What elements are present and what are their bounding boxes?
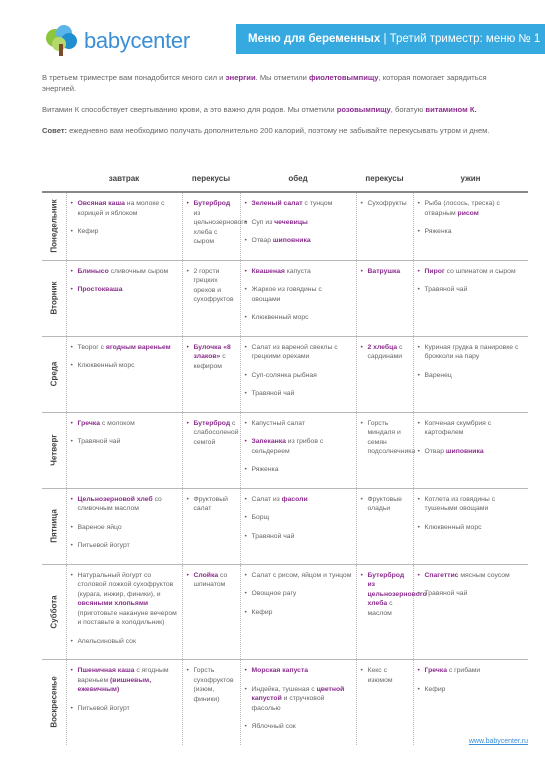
food-text: Питьевой йогурт	[77, 704, 130, 712]
food-text: мясным соусом	[458, 571, 510, 579]
meal-list	[71, 495, 178, 551]
food-text: Питьевой йогурт	[77, 542, 130, 549]
meal-list	[418, 571, 525, 599]
meal-cell-snack-afternoon	[356, 660, 413, 745]
highlighted-food: Гречка	[424, 667, 447, 674]
food-text: и стручковой фасолью	[251, 695, 325, 712]
meal-item	[245, 589, 352, 599]
food-text: Фруктовый салат	[193, 495, 228, 512]
meal-list	[418, 666, 525, 694]
food-text: Котлета из говядины с тушеными овощами	[424, 495, 496, 512]
food-text: Сухофрукты	[367, 200, 407, 207]
meal-item	[418, 267, 525, 277]
highlighted-food: Бутерброд из цельнозернового хлеба	[367, 571, 427, 607]
food-text: со шпинатом	[193, 571, 228, 588]
intro-highlight: фиолетовымпищу	[308, 73, 379, 82]
table-row	[42, 412, 528, 488]
meal-item	[71, 666, 178, 695]
meal-cell-lunch	[240, 192, 356, 260]
meal-item	[418, 419, 525, 438]
meal-item	[245, 419, 352, 429]
food-text: Фруктовые оладьи	[367, 495, 402, 512]
food-text: с грибами	[447, 667, 481, 674]
meal-item	[245, 532, 352, 542]
food-text: Травяной чай	[424, 590, 468, 597]
highlighted-food: шиповника	[445, 447, 484, 455]
highlighted-food: Простокваша	[77, 286, 123, 293]
header-empty-cell	[42, 167, 66, 192]
meal-item	[245, 313, 352, 323]
food-text: Кефир	[77, 228, 99, 235]
food-text: со сливочным маслом	[77, 495, 162, 512]
meal-cell-breakfast	[66, 336, 182, 412]
food-text: Травяной чай	[251, 390, 295, 397]
meal-item	[71, 199, 178, 218]
intro-text-span: В третьем триместре вам понадобится много сил и	[42, 73, 226, 82]
meal-item	[187, 666, 236, 704]
meal-cell-snack-afternoon	[356, 260, 413, 336]
meal-list	[418, 199, 525, 237]
meal-item	[418, 227, 525, 237]
highlighted-food: Бутерброд	[193, 200, 231, 207]
meal-item	[245, 513, 352, 523]
meal-list	[187, 199, 248, 247]
food-text: Творог с	[77, 343, 106, 351]
food-text: Салат из	[251, 495, 282, 503]
meal-item	[71, 437, 178, 447]
food-text: Отвар	[424, 447, 446, 455]
highlighted-food: фасоли	[281, 495, 308, 503]
food-text: Апельсиновый сок	[77, 637, 136, 645]
food-text: Вареное яйцо	[77, 523, 122, 531]
food-text: с кефиром	[193, 353, 226, 370]
meal-list	[187, 343, 236, 372]
meal-item	[245, 608, 352, 618]
food-text: Травяной чай	[424, 286, 468, 293]
meal-list	[245, 571, 352, 618]
meal-item	[71, 361, 178, 371]
meal-cell-dinner	[413, 488, 528, 564]
meal-list	[71, 199, 178, 237]
meal-item	[71, 343, 178, 353]
meal-cell-breakfast	[66, 192, 182, 260]
meal-cell-dinner	[413, 564, 528, 660]
meal-cell-snack-afternoon	[356, 488, 413, 564]
meal-list	[187, 571, 236, 590]
highlighted-food: Бутерброд	[193, 419, 231, 427]
meal-list	[418, 495, 525, 533]
tree-logo-icon	[42, 24, 82, 58]
meal-item	[71, 571, 178, 628]
meal-cell-snack-afternoon	[356, 412, 416, 488]
day-cell	[42, 564, 66, 660]
meal-item	[361, 495, 409, 514]
meal-cell-lunch	[240, 412, 356, 488]
food-text: с тунцом	[302, 200, 333, 207]
babycenter-logo[interactable]	[42, 24, 190, 58]
meal-cell-lunch	[240, 260, 356, 336]
food-text: с маслом	[367, 600, 393, 617]
meal-list	[245, 666, 352, 732]
meal-item	[245, 722, 352, 732]
food-text: Варенец	[424, 371, 452, 379]
food-text: Суп-солянка рыбная	[251, 371, 317, 379]
meal-item	[71, 285, 178, 295]
meal-item	[245, 437, 352, 456]
highlighted-food: чечевицы	[274, 218, 308, 226]
food-text: Клюквенный морс	[77, 362, 135, 369]
meal-item	[71, 541, 178, 551]
meal-item	[418, 199, 525, 218]
meal-cell-breakfast	[66, 260, 182, 336]
meal-cell-snack-morning	[182, 564, 240, 660]
header-breakfast: завтрак	[66, 167, 182, 192]
food-text: Овощное рагу	[251, 590, 297, 597]
meal-item	[418, 571, 525, 581]
food-text: Рыба (лосось, треска) с отварным	[424, 200, 500, 217]
day-cell	[42, 488, 66, 564]
highlighted-food: Овсяная каша	[77, 200, 125, 207]
meal-item	[187, 343, 236, 372]
food-text: Борщ	[251, 514, 270, 521]
day-label: Понедельник	[49, 199, 58, 253]
highlighted-food: овсяными хлопьями	[77, 600, 149, 607]
food-text: Индейка, тушеная с	[251, 685, 317, 693]
meal-cell-breakfast	[66, 564, 182, 660]
food-text: Ряженка	[424, 228, 452, 235]
meal-item	[418, 371, 525, 381]
food-text: на молоке с корицей и яблоком	[77, 200, 165, 217]
intro-text-span: ежедневно вам необходимо получать дополнительно 200 калорий, поэтому не забывайте перекусывать утром и днем.	[67, 126, 490, 135]
intro-paragraph-tip	[42, 125, 522, 136]
day-label: Суббота	[49, 595, 58, 629]
highlighted-food: рисом	[457, 209, 479, 217]
meal-cell-lunch	[240, 488, 356, 564]
food-text: Яблочный сок	[251, 723, 296, 730]
table-row	[42, 192, 528, 260]
header-title: Меню для беременных	[248, 33, 381, 45]
meal-item	[361, 419, 416, 457]
meal-item	[418, 685, 525, 695]
highlighted-food: цветной капустой	[251, 685, 345, 702]
meal-item	[245, 495, 352, 505]
table-row	[42, 564, 528, 660]
food-text: Кекс с изюмом	[367, 667, 393, 684]
meal-item	[418, 666, 525, 676]
day-cell	[42, 192, 66, 260]
meal-list	[187, 419, 239, 448]
food-text: с слабосоленой семгой	[193, 419, 239, 446]
meal-item	[361, 267, 409, 277]
highlighted-food: Ватрушка	[367, 267, 401, 275]
meal-list	[71, 343, 178, 371]
meal-item	[418, 523, 525, 533]
table-row	[42, 260, 528, 336]
meal-item	[245, 666, 352, 676]
meal-cell-breakfast	[66, 660, 182, 745]
food-text: с сардинами	[367, 343, 403, 360]
intro-text-span: , которая помогает зарядиться энергией.	[42, 73, 487, 93]
meal-item	[71, 419, 178, 429]
meal-item	[245, 371, 352, 381]
meal-cell-snack-afternoon	[356, 564, 427, 660]
meal-cell-dinner	[413, 412, 528, 488]
highlighted-food: ягодным вареньем	[105, 343, 171, 351]
meal-cell-dinner	[413, 660, 528, 745]
header-subtitle: Третий триместр: меню № 1	[389, 33, 541, 45]
intro-text-span: , богатую	[390, 105, 426, 114]
tip-label: Совет:	[42, 126, 68, 135]
meal-item	[71, 523, 178, 533]
food-text: Кефир	[424, 685, 446, 693]
header-band	[236, 24, 545, 54]
intro-highlight: витамином К.	[425, 105, 477, 114]
highlighted-food: Пирог	[424, 267, 445, 275]
meal-item	[245, 389, 352, 399]
food-text: Отвар	[251, 237, 273, 244]
header-dinner: ужин	[413, 167, 528, 192]
meal-list	[418, 419, 525, 457]
highlighted-food: Спагеттис	[424, 571, 459, 579]
meal-item	[361, 571, 427, 619]
table-row	[42, 336, 528, 412]
meal-cell-breakfast	[66, 412, 182, 488]
meal-item	[245, 199, 352, 209]
table-row	[42, 660, 528, 745]
meal-item	[361, 666, 409, 685]
meal-list	[187, 495, 236, 514]
day-label: Среда	[49, 361, 58, 387]
meal-item	[245, 343, 352, 362]
highlighted-food: Зеленый салат	[251, 200, 303, 207]
food-text: капуста	[284, 267, 311, 275]
meal-item	[187, 199, 248, 247]
meal-item	[71, 267, 178, 277]
table-row	[42, 488, 528, 564]
meal-list	[418, 343, 525, 381]
highlighted-food: Булочка «8 злаков»	[193, 343, 231, 360]
meal-list	[361, 267, 409, 277]
food-text: Ряженка	[251, 466, 279, 473]
intro-highlight: энергии	[225, 73, 256, 82]
highlighted-food: шиповника	[272, 237, 311, 244]
food-text: Травяной чай	[251, 532, 295, 540]
meal-list	[71, 666, 178, 713]
intro-highlight: розовымпищу	[336, 105, 391, 114]
header-snack-afternoon: перекусы	[356, 167, 413, 192]
meal-cell-snack-afternoon	[356, 192, 413, 260]
meal-item	[245, 285, 352, 304]
logo-text: babycenter	[84, 28, 190, 53]
meal-list	[71, 419, 178, 447]
meal-item	[245, 267, 352, 277]
menu-table	[42, 167, 528, 745]
meal-item	[418, 285, 525, 295]
meal-cell-snack-afternoon	[356, 336, 413, 412]
meal-cell-dinner	[413, 260, 528, 336]
highlighted-food: Гречка	[77, 419, 100, 427]
meal-cell-snack-morning	[182, 260, 240, 336]
highlighted-food: Слойка	[193, 571, 219, 579]
meal-list	[187, 267, 236, 305]
highlighted-food: 2 хлебца	[367, 343, 398, 351]
meal-list	[361, 666, 409, 685]
meal-list	[361, 419, 416, 457]
table-header-row	[42, 167, 528, 192]
meal-cell-lunch	[240, 564, 356, 660]
meal-item	[71, 495, 178, 514]
meal-list	[361, 199, 409, 209]
day-label: Вторник	[49, 281, 58, 315]
food-text: Салат из вареной свеклы с грецкими орехами	[251, 343, 338, 360]
day-label: Воскресенье	[49, 676, 58, 728]
meal-item	[418, 589, 525, 599]
meal-item	[245, 218, 352, 228]
intro-paragraph-vitamin-k	[42, 104, 522, 115]
food-text: Капустный салат	[251, 419, 305, 427]
intro-text-span: Витамин К способствует свертыванию крови, а это важно для родов. Мы отметили	[42, 105, 337, 114]
header-lunch: обед	[240, 167, 356, 192]
meal-list	[245, 419, 352, 475]
day-cell	[42, 260, 66, 336]
meal-list	[418, 267, 525, 295]
day-cell	[42, 660, 66, 745]
header-snack-morning: перекусы	[182, 167, 240, 192]
meal-list	[245, 343, 352, 399]
intro-text	[42, 72, 522, 146]
meal-item	[71, 704, 178, 714]
meal-list	[361, 571, 427, 619]
highlighted-food: (вишневым, ежевичным)	[77, 676, 152, 693]
meal-item	[245, 571, 352, 581]
meal-list	[245, 267, 352, 323]
food-text: Суп из	[251, 218, 275, 226]
highlighted-food: Квашеная	[251, 267, 285, 275]
meal-list	[245, 495, 352, 542]
meal-list	[361, 495, 409, 514]
meal-cell-dinner	[413, 192, 528, 260]
meal-item	[245, 465, 352, 475]
food-text: (приготовьте накануне вечером и поставьте в холодильник)	[77, 609, 177, 626]
meal-list	[187, 666, 236, 704]
highlighted-food: Цельнозерновой хлеб	[77, 495, 153, 503]
food-text: 2 горсти грецких орехов и сухофруктов	[193, 267, 234, 303]
food-text: из грибов с сельдереем	[251, 438, 324, 455]
meal-item	[187, 495, 236, 514]
food-text: Жаркое из говядины с овощами	[251, 286, 322, 303]
meal-list	[245, 199, 352, 246]
food-text: с ягодным вареньем	[77, 667, 169, 684]
food-text: Копченая скумбрия с картофелем	[424, 419, 492, 436]
meal-cell-lunch	[240, 336, 356, 412]
meal-item	[245, 236, 352, 246]
highlighted-food: Запеканка	[251, 438, 286, 445]
food-text: со шпинатом и сыром	[444, 267, 516, 275]
food-text: Горсть миндаля и семян подсолнечника	[367, 419, 416, 455]
food-text: Травяной чай	[77, 438, 121, 445]
food-text: Горсть сухофруктов (изюм, финики)	[193, 667, 234, 703]
meal-item	[418, 447, 525, 457]
day-label: Пятница	[49, 509, 58, 543]
meal-item	[418, 343, 525, 362]
meal-cell-snack-morning	[182, 192, 248, 260]
food-text: Салат с рисом, яйцом и тунцом	[251, 571, 352, 579]
meal-cell-lunch	[240, 660, 356, 745]
food-text: Натуральный йогурт со столовой ложкой сухофруктов (курага, инжир, финики), и	[77, 571, 174, 598]
meal-item	[245, 685, 352, 714]
intro-text-span: . Мы отметили	[255, 73, 309, 82]
food-text: Кефир	[251, 608, 273, 616]
meal-list	[71, 571, 178, 647]
meal-item	[71, 637, 178, 647]
food-text: из цельнозернового хлеба с сыром	[193, 209, 248, 245]
food-text: Клюквенный морс	[424, 523, 482, 531]
food-text: Клюквенный морс	[251, 314, 309, 321]
food-text: с молоком	[100, 419, 135, 427]
highlighted-food: Блинысо	[77, 267, 109, 275]
day-label: Четверг	[49, 434, 58, 466]
day-cell	[42, 336, 66, 412]
meal-list	[71, 267, 178, 295]
header-separator: |	[383, 33, 387, 45]
meal-item	[418, 495, 525, 514]
footer-link[interactable]: www.babycenter.ru	[468, 738, 528, 745]
meal-cell-breakfast	[66, 488, 182, 564]
meal-cell-snack-morning	[182, 660, 240, 745]
meal-item	[71, 227, 178, 237]
meal-cell-dinner	[413, 336, 528, 412]
food-text: Куриная грудка в панировке с брокколи на пару	[424, 343, 519, 360]
highlighted-food: Морская капуста	[251, 667, 309, 674]
meal-item	[361, 199, 409, 209]
meal-cell-snack-morning	[182, 412, 240, 488]
meal-item	[187, 267, 236, 305]
day-cell	[42, 412, 66, 488]
highlighted-food: Пшеничная каша	[77, 667, 135, 674]
food-text: сливочным сыром	[108, 267, 169, 275]
meal-item	[361, 343, 409, 362]
meal-item	[187, 571, 236, 590]
intro-paragraph-energy	[42, 72, 522, 94]
meal-list	[361, 343, 409, 362]
meal-item	[187, 419, 239, 448]
meal-cell-snack-morning	[182, 336, 240, 412]
meal-cell-snack-morning	[182, 488, 240, 564]
